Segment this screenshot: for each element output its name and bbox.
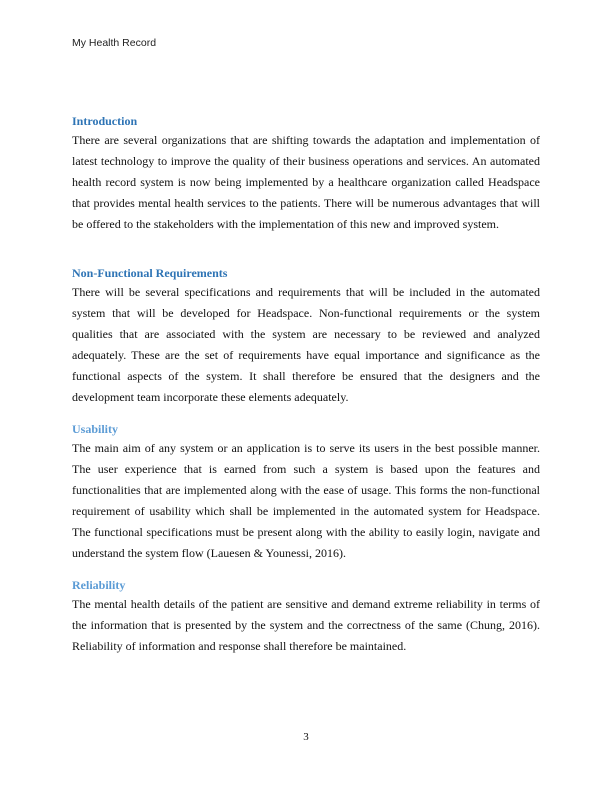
reliability-paragraph: The mental health details of the patient are sensitive and demand extreme reliability in terms of the information that is presented by the system and the correctness of the same (Chung, 2016). Reliability of information and response shall therefore be maintained.: [72, 597, 540, 653]
reliability-heading: Reliability: [72, 578, 126, 592]
running-header: My Health Record: [72, 37, 157, 49]
section-spacer: [72, 564, 540, 576]
introduction-heading: Introduction: [72, 114, 138, 128]
document-body: [72, 112, 540, 657]
page-number: 3: [303, 731, 309, 743]
introduction-paragraph: There are several organizations that are shifting towards the adaptation and implementation of latest technology to improve the quality of their business operations and services. An automated health record system is now being implemented by a healthcare organization called Headspace that provides mental health services to the patients. There will be numerous advantages that will be offered to the stakeholders with the implementation of this new and improved system.: [72, 133, 540, 231]
section-spacer: [72, 408, 540, 420]
section-spacer: [72, 235, 540, 264]
usability-heading: Usability: [72, 422, 119, 436]
non-functional-heading: Non-Functional Requirements: [72, 266, 228, 280]
non-functional-paragraph: There will be several specifications and requirements that will be included in the automated system that will be developed for Headspace. Non-functional requirements or the system qualities that are associated with the system are necessary to be reviewed and analyzed adequately. These are the set of requirements have equal importance and significance as the functional aspects of the system. It shall therefore be ensured that the designers and the development team incorporate these elements adequately.: [72, 285, 540, 404]
usability-paragraph: The main aim of any system or an application is to serve its users in the best possible manner. The user experience that is earned from such a system is based upon the features and functionalities that are implemented along with the ease of usage. This forms the non-functional requirement of usability which shall be implemented in the automated system for Headspace. The functional specifications must be present along with the ability to easily login, navigate and understand the system flow (Lauesen & Younessi, 2016).: [72, 441, 540, 560]
